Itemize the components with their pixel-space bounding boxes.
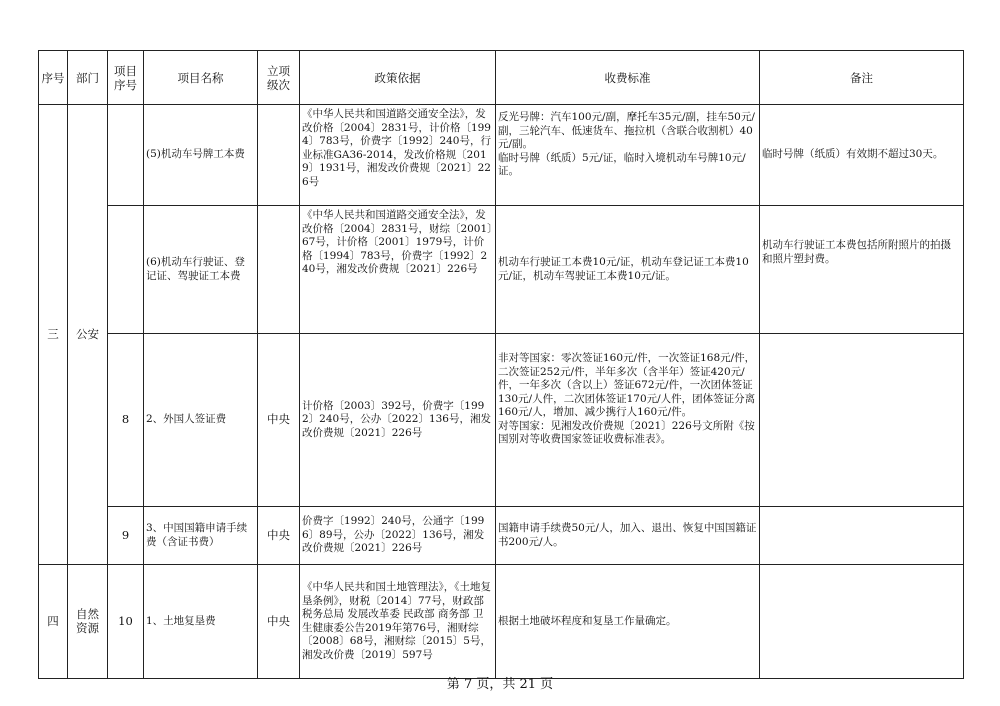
table-row <box>39 206 964 334</box>
item-name: (5)机动车号牌工本费 <box>144 105 258 206</box>
item-name: 2、外国人签证费 <box>144 334 258 507</box>
item-no: 8 <box>108 334 144 507</box>
policy-basis: 《中华人民共和国道路交通安全法》，发改价格〔2004〕2831号，计价格〔1994〕783号，价费字〔1992〕240号，行业标准GA36-2014，发改价格规〔2019〕1931号，湘发改价费规〔2021〕226号 <box>300 105 496 206</box>
item-level <box>258 105 300 206</box>
fee-standard: 机动车行驶证工本费10元/证，机动车登记证工本费10元/证，机动车驾驶证工本费10元/证。 <box>496 206 760 334</box>
policy-basis: 《中华人民共和国土地管理法》，《土地复垦条例》，财税〔2014〕77号，财政部 税务总局 发展改革委 民政部 商务部 卫生健康委公告2019年第76号，湘财综〔2008〕68号，湘财综〔2015〕5号，湘发改价费〔2019〕597号 <box>300 565 496 679</box>
header-item-name: 项目名称 <box>144 51 258 105</box>
remark <box>760 507 964 565</box>
table-row <box>39 565 964 679</box>
group-seq: 四 <box>39 565 68 679</box>
item-level <box>258 206 300 334</box>
item-name: 3、中国国籍申请手续费（含证书费） <box>144 507 258 565</box>
remark <box>760 334 964 507</box>
item-level: 中央 <box>258 565 300 679</box>
fee-table <box>38 50 964 679</box>
item-level: 中央 <box>258 507 300 565</box>
item-no <box>108 105 144 206</box>
policy-basis: 价费字〔1992〕240号，公通字〔1996〕89号，公办〔2022〕136号，湘发改价费规〔2021〕226号 <box>300 507 496 565</box>
item-name: 1、土地复垦费 <box>144 565 258 679</box>
header-policy: 政策依据 <box>300 51 496 105</box>
fee-standard: 国籍申请手续费50元/人，加入、退出、恢复中国国籍证书200元/人。 <box>496 507 760 565</box>
policy-basis: 计价格〔2003〕392号，价费字〔1992〕240号，公办〔2022〕136号，湘发改价费规〔2021〕226号 <box>300 334 496 507</box>
item-name: (6)机动车行驶证、登记证、驾驶证工本费 <box>144 206 258 334</box>
group-dept: 公安 <box>68 105 108 565</box>
header-dept: 部门 <box>68 51 108 105</box>
group-seq: 三 <box>39 105 68 565</box>
item-no: 10 <box>108 565 144 679</box>
fee-standard: 非对等国家：零次签证160元/件，一次签证168元/件，二次签证252元/件，半年多次（含半年）签证420元/件，一年多次（含以上）签证672元/件，一次团体签证130元/人件，二次团体签证170元/人件，团体签证分离160元/人，增加、减少携行人160元/件。 对等国家：见湘发改价费规〔2021〕226号文所附《按国别对等收费国家签证收费标准表》。 <box>496 334 760 507</box>
header-level: 立项 级次 <box>258 51 300 105</box>
table-row <box>39 334 964 507</box>
group-dept: 自然 资源 <box>68 565 108 679</box>
header-fee: 收费标准 <box>496 51 760 105</box>
fee-standard: 根据土地破坏程度和复垦工作量确定。 <box>496 565 760 679</box>
header-row <box>39 51 964 105</box>
page-number: 第 7 页，共 21 页 <box>446 677 554 692</box>
policy-basis: 《中华人民共和国道路交通安全法》，发改价格〔2004〕2831号，财综〔2001〕67号，计价格〔2001〕1979号，计价格〔1994〕783号，价费字〔1992〕240号，湘发改价费规〔2021〕226号 <box>300 206 496 334</box>
remark <box>760 565 964 679</box>
header-item-no: 项目 序号 <box>108 51 144 105</box>
item-no: 9 <box>108 507 144 565</box>
table-row <box>39 507 964 565</box>
item-no <box>108 206 144 334</box>
remark: 机动车行驶证工本费包括所附照片的拍摄和照片塑封费。 <box>760 206 964 334</box>
header-seq: 序号 <box>39 51 68 105</box>
item-level: 中央 <box>258 334 300 507</box>
header-note: 备注 <box>760 51 964 105</box>
fee-standard: 反光号牌：汽车100元/副，摩托车35元/副，挂车50元/副，三轮汽车、低速货车、拖拉机（含联合收割机）40元/副。 临时号牌（纸质）5元/证，临时入境机动车号牌10元/证。 <box>496 105 760 206</box>
remark: 临时号牌（纸质）有效期不超过30天。 <box>760 105 964 206</box>
table-row <box>39 105 964 206</box>
